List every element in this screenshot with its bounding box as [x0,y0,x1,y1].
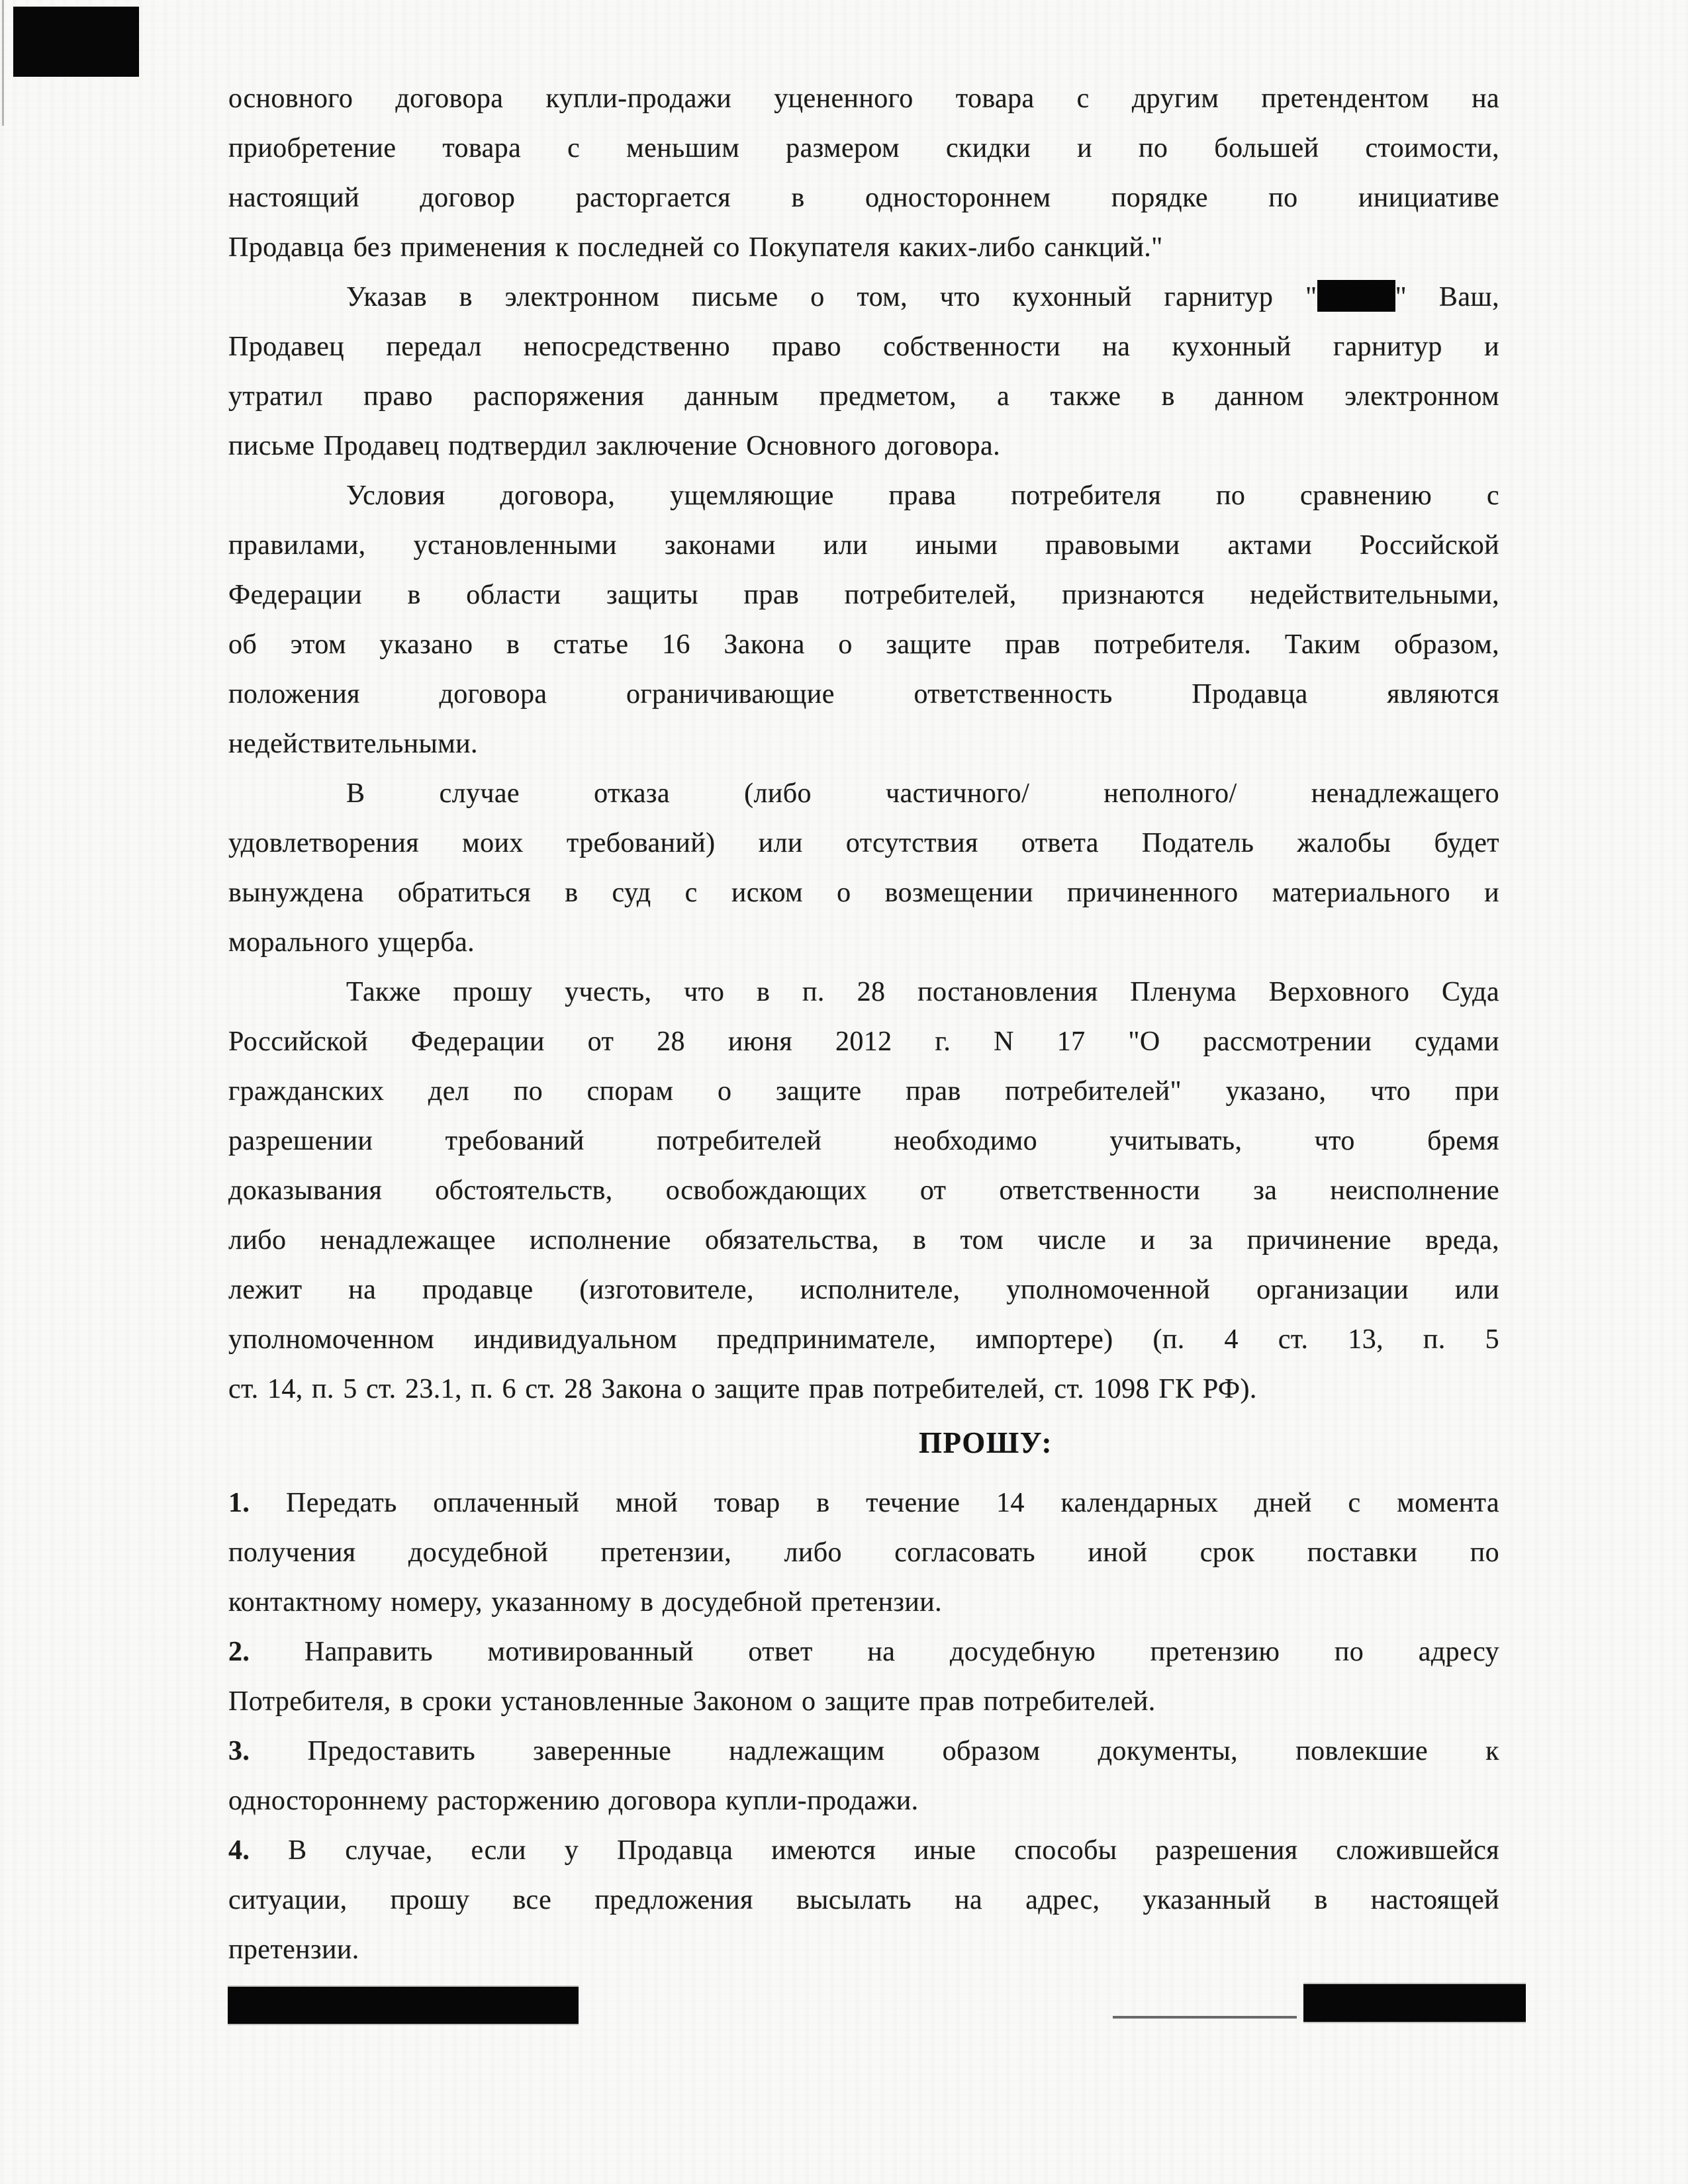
text-line: об этом указано в статье 16 Закона о защите прав потребителя. Таким образом, [228,629,1499,660]
text-line: недействительными. [228,729,478,759]
text-line: В случае отказа (либо частичного/ неполного/ ненадлежащего [346,778,1499,809]
request-items [228,1479,1499,1975]
request-item-line: 3. Предоставить заверенные надлежащим образом документы, повлекшие к [228,1736,1499,1766]
text-line: положения договора ограничивающие ответственность Продавца являются [228,679,1499,709]
request-item-line: 2. Направить мотивированный ответ на досудебную претензию по адресу [228,1637,1499,1667]
text-line: настоящий договор расторгается в одностороннем порядке по инициативе [228,183,1499,213]
text-line: вынуждена обратиться в суд с иском о возмещении причиненного материального и [228,878,1499,908]
text-line: морального ущерба. [228,927,475,958]
request-item-line: 4. В случае, если у Продавца имеются иные способы разрешения сложившейся [228,1835,1499,1866]
text-line: гражданских дел по спорам о защите прав потребителей" указано, что при [228,1076,1499,1107]
request-item-line: контактному номеру, указанному в досудебной претензии. [228,1587,942,1617]
text-line: Продавца без применения к последней со Покупателя каких-либо санкций." [228,232,1163,263]
request-item-line: ситуации, прошу все предложения высылать на адрес, указанный в настоящей [228,1885,1499,1915]
request-item-line: одностороннему расторжению договора купли-продажи. [228,1786,919,1816]
text-line: Также прошу учесть, что в п. 28 постановления Пленума Верховного Суда [346,977,1499,1007]
text-line: Условия договора, ущемляющие права потребителя по сравнению с [346,480,1499,511]
item-number: 1. [228,1488,250,1518]
signature-line [1113,2016,1297,2019]
text-line: ст. 14, п. 5 ст. 23.1, п. 6 ст. 28 Закона о защите прав потребителей, ст. 1098 ГК РФ). [228,1374,1257,1404]
redaction-box-bottom-left [228,1987,579,2024]
text-line: уполномоченном индивидуальном предпринимателе, импортере) (п. 4 ст. 13, п. 5 [228,1324,1499,1355]
text-line: удовлетворения моих требований) или отсутствия ответа Податель жалобы будет [228,828,1499,858]
text-line: Федерации в области защиты прав потребителей, признаются недействительными, [228,580,1499,610]
scan-edge-artifact [2,0,4,126]
request-item-line: претензии. [228,1934,359,1965]
item-number: 2. [228,1637,250,1667]
text-line: утратил право распоряжения данным предметом, а также в данном электронном [228,381,1499,412]
item-number: 3. [228,1736,250,1766]
redaction-box-top-left [13,7,139,77]
text-line: либо ненадлежащее исполнение обязательства, в том числе и за причинение вреда, [228,1225,1499,1255]
text-line: доказывания обстоятельств, освобождающих от ответственности за неисполнение [228,1175,1499,1206]
document-body [228,74,1499,1414]
text-line: письме Продавец подтвердил заключение Основного договора. [228,431,1000,461]
request-heading: ПРОШУ: [919,1426,1053,1459]
text-line: лежит на продавце (изготовителе, исполнителе, уполномоченной организации или [228,1275,1499,1305]
text-line: Российской Федерации от 28 июня 2012 г. N 17 "О рассмотрении судами [228,1026,1499,1057]
request-item-line: получения досудебной претензии, либо согласовать иной срок поставки по [228,1537,1499,1568]
text-line: приобретение товара с меньшим размером скидки и по большей стоимости, [228,133,1499,163]
text-line: основного договора купли-продажи уцененного товара с другим претендентом на [228,83,1499,114]
text-line: Указав в электронном письме о том, что кухонный гарнитур " " Ваш, [228,273,1499,322]
request-item-line: Потребителя, в сроки установленные Законом о защите прав потребителей. [228,1686,1156,1717]
redaction-box-inline [1317,280,1395,312]
text-line: правилами, установленными законами или иными правовыми актами Российской [228,530,1499,561]
text-line: разрешении требований потребителей необходимо учитывать, что бремя [228,1126,1499,1156]
request-item-line: 1. Передать оплаченный мной товар в течение 14 календарных дней с момента [228,1488,1499,1518]
text-line: Продавец передал непосредственно право собственности на кухонный гарнитур и [228,332,1499,362]
text-column [228,74,1499,1975]
redaction-box-bottom-right [1303,1984,1526,2022]
item-number: 4. [228,1835,250,1866]
